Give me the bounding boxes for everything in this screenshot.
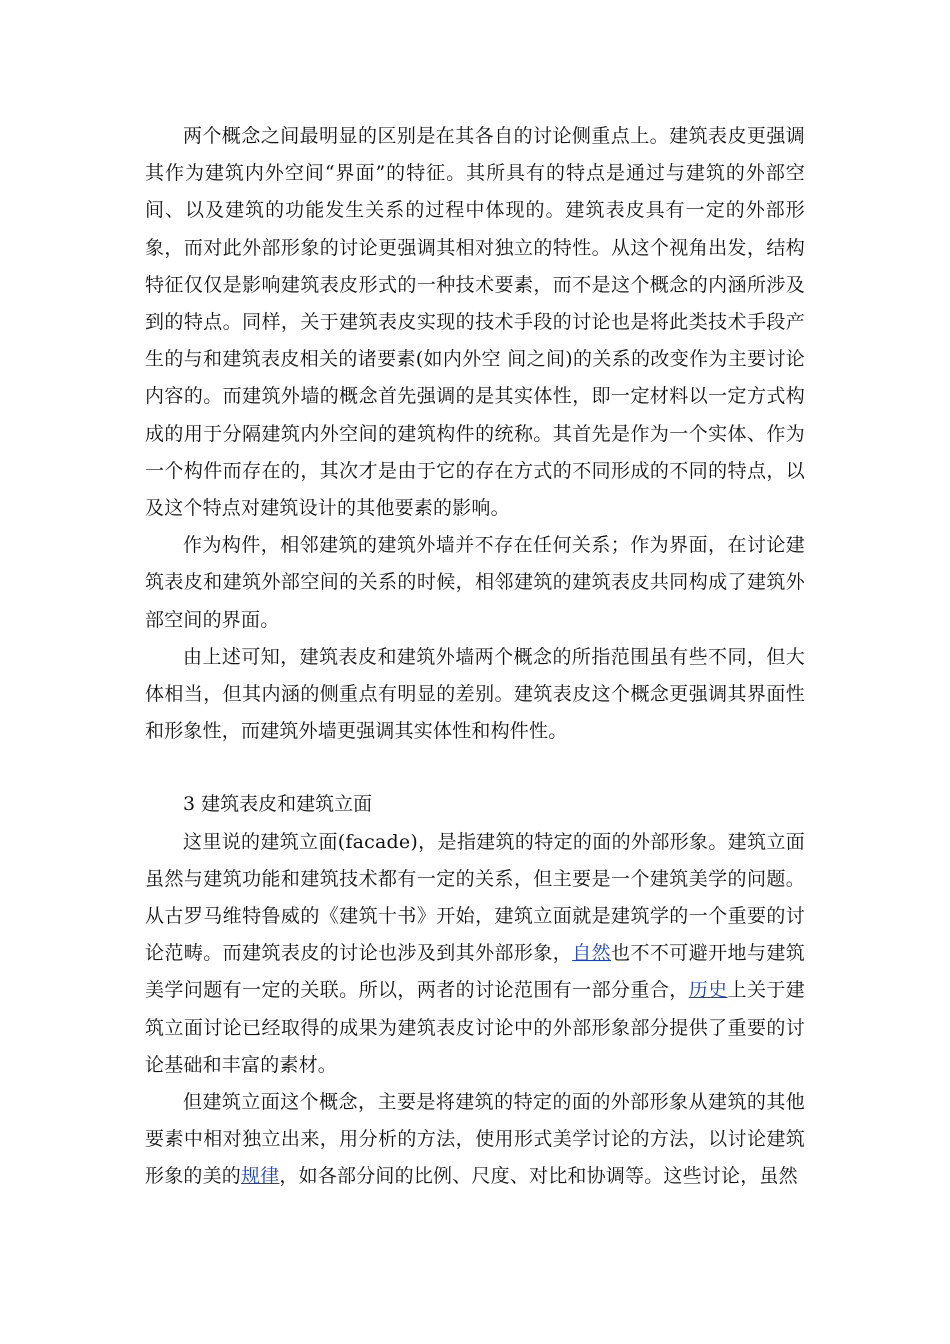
paragraph-4-text-1: 这里说的建筑立面(facade)，是指建筑的特定的面的外部形象。建筑立面虽然与建筑功能和建筑技术都有一定的关系，但主要是一个建筑美学的问题。从古罗马维特鲁威的《建筑十书》开始，建筑立面就是建筑学的一个重要的讨论范畴。而建筑表皮的讨论也涉及到其外部形象， [145,830,805,965]
document-body [145,118,805,1196]
paragraph-5-text-2: ，如各部分间的比例、尺度、对比和协调等。这些讨论，虽然 [279,1165,798,1188]
paragraph-4-text-2: 也不不可避开地与建筑美学问题有一定的关联。所以，两者的讨论范围有一部分重合， [145,942,805,1002]
paragraph-4-text-3: 上关于建筑立面讨论已经取得的成果为建筑表皮讨论中的外部形象部分提供了重要的讨论基础和丰富的素材。 [145,979,805,1076]
paragraph-5 [145,1084,805,1196]
link-nature[interactable]: 自然 [572,942,612,965]
section-spacer [145,750,805,786]
link-law[interactable]: 规律 [241,1165,280,1188]
paragraph-5-text-1: 但建筑立面这个概念，主要是将建筑的特定的面的外部形象从建筑的其他要素中相对独立出来，用分析的方法，使用形式美学讨论的方法，以讨论建筑形象的美的 [145,1091,805,1188]
paragraph-3: 由上述可知，建筑表皮和建筑外墙两个概念的所指范围虽有些不同，但大体相当，但其内涵的侧重点有明显的差别。建筑表皮这个概念更强调其界面性和形象性，而建筑外墙更强调其实体性和构件性。 [145,645,805,743]
paragraph-2: 作为构件，相邻建筑的建筑外墙并不存在任何关系；作为界面，在讨论建筑表皮和建筑外部空间的关系的时候，相邻建筑的建筑表皮共同构成了建筑外部空间的界面。 [145,534,805,631]
section-heading: 3 建筑表皮和建筑立面 [183,793,373,816]
paragraph-1: 两个概念之间最明显的区别是在其各自的讨论侧重点上。建筑表皮更强调其作为建筑内外空间“界面”的特征。其所具有的特点是通过与建筑的外部空间、以及建筑的功能发生关系的过程中体现的。建筑表皮具有一定的外部形象，而对此外部形象的讨论更强调其相对独立的特性。从这个视角出发，结构特征仅仅是影响建筑表皮形式的一种技术要素，而不是这个概念的内涵所涉及到的特点。同样，关于建筑表皮实现的技术手段的讨论也是将此类技术手段产生的与和建筑表皮相关的诸要素(如内外空 间之间)的关系的改变作为主要讨论内容的。而建筑外墙的概念首先强调的是其实体性，即一定材料以一定方式构成的用于分隔建筑内外空间的建筑构件的统称。其首先是作为一个实体、作为一个构件而存在的，其次才是由于它的存在方式的不同形成的不同的特点，以及这个特点对建筑设计的其他要素的影响。 [145,125,805,520]
link-history[interactable]: 历史 [688,979,728,1002]
paragraph-4 [145,824,805,1084]
